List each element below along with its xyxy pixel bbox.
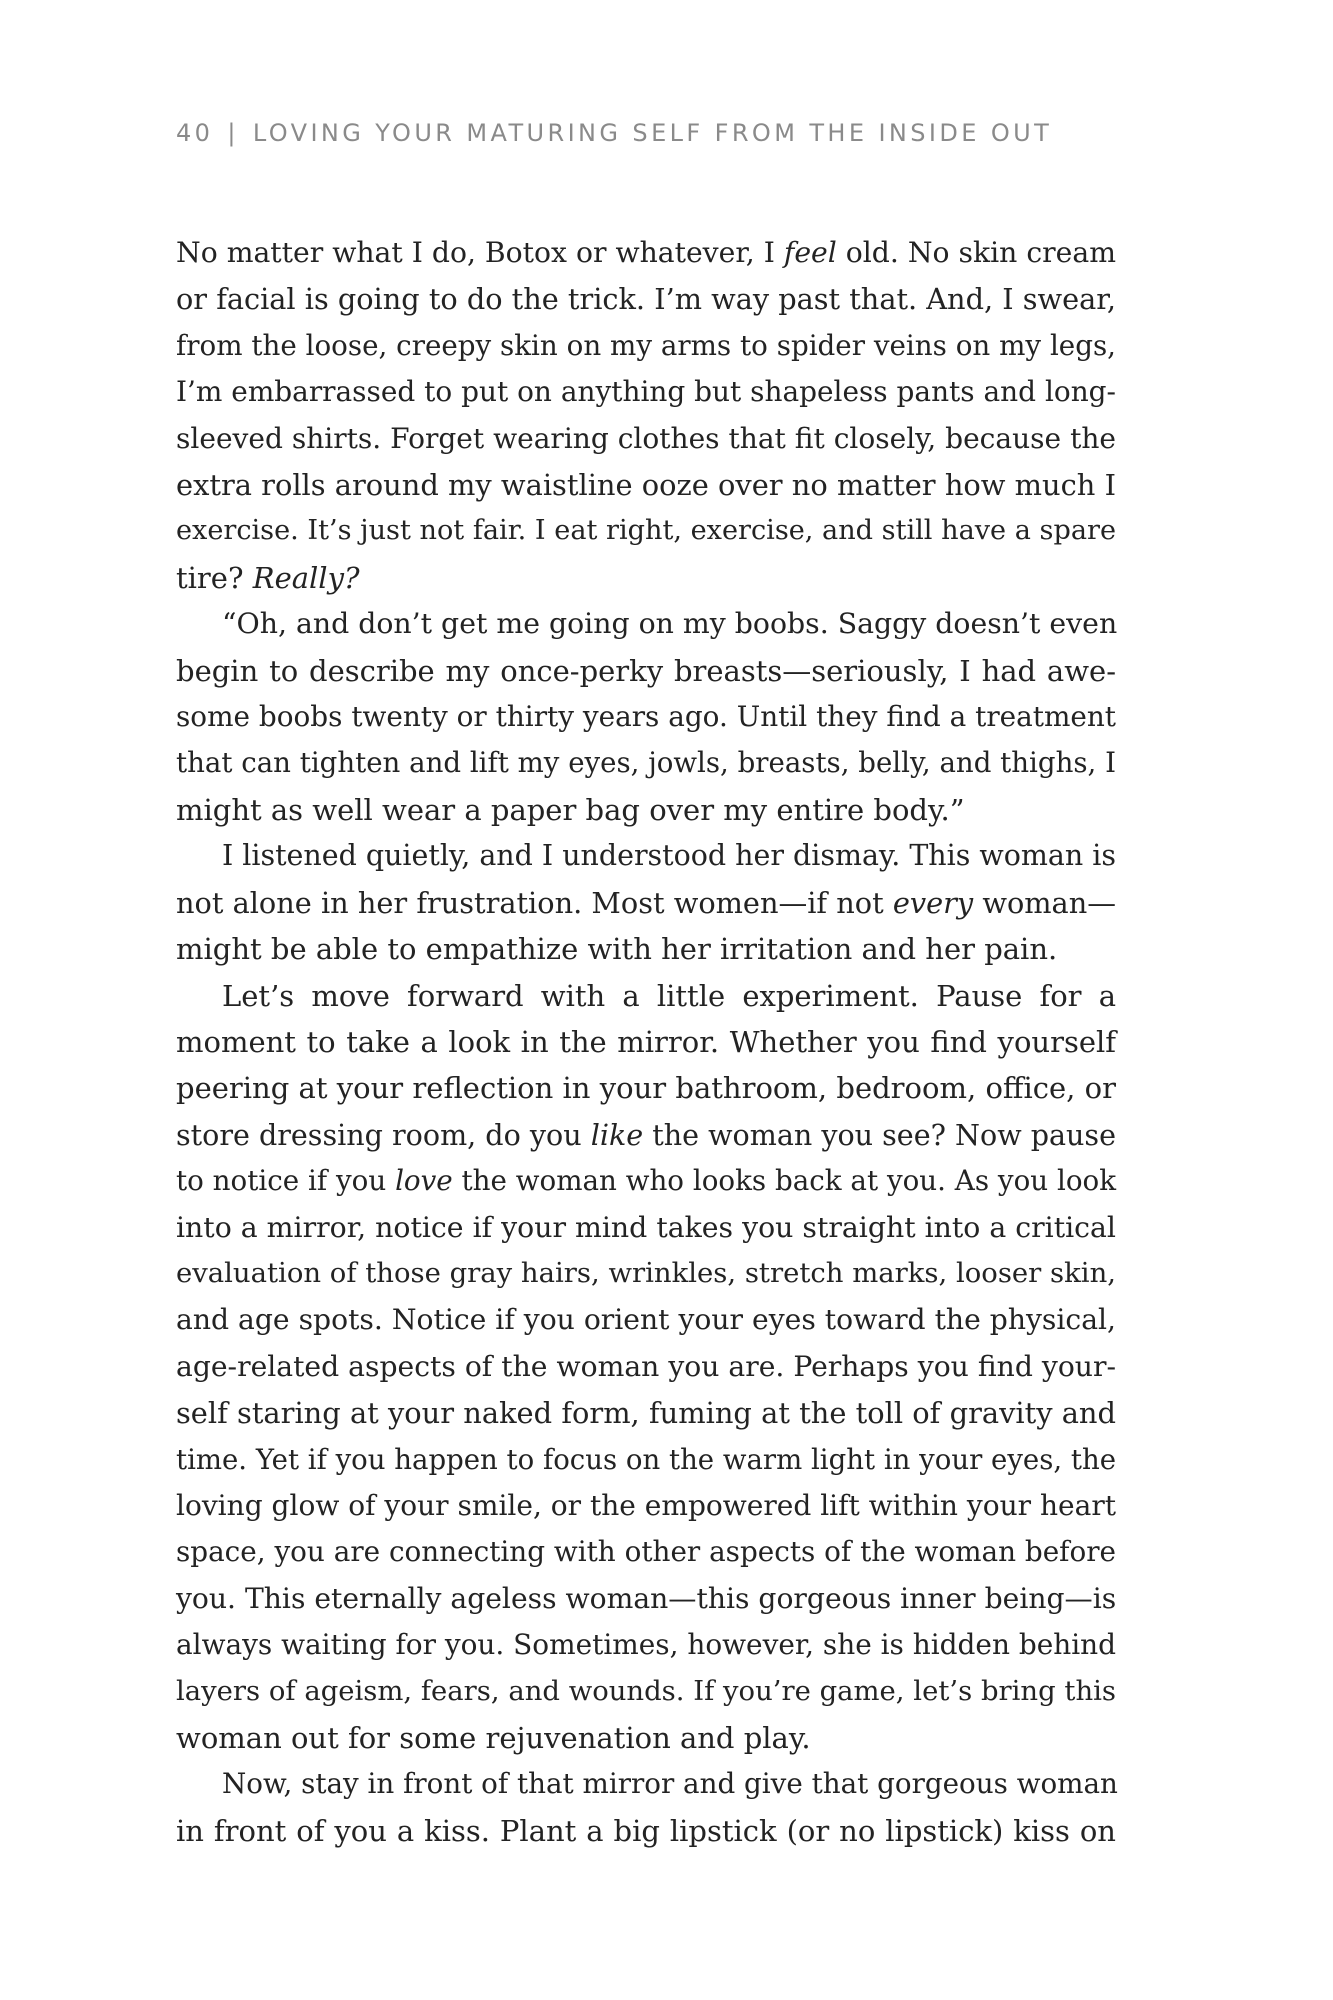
text-line (176, 276, 1116, 322)
text-line (176, 926, 1116, 972)
text-line (176, 1529, 1116, 1575)
text-run: to notice if you (176, 1164, 396, 1198)
text-run: woman— (973, 885, 1116, 920)
text-run: self staring at your naked form, fuming at the toll of gravity and (176, 1396, 1116, 1431)
text-run: woman out for some rejuvenation and play. (176, 1721, 811, 1755)
italic-text: love (395, 1164, 453, 1198)
text-run: peering at your reflection in your bathroom, bedroom, office, or (176, 1071, 1116, 1106)
italic-text: feel (783, 236, 837, 269)
text-line (176, 230, 1116, 276)
text-line (176, 1065, 1116, 1111)
text-line (176, 1205, 1116, 1251)
text-line (176, 1251, 1116, 1297)
book-title: LOVING YOUR MATURING SELF FROM THE INSIDE OUT (252, 119, 1053, 147)
text-line (176, 462, 1116, 508)
text-run: the woman you see? Now pause (643, 1117, 1116, 1152)
text-run: might be able to empathize with her irritation and her pain. (176, 932, 1058, 967)
text-run: evaluation of those gray hairs, wrinkles, stretch marks, looser skin, (176, 1257, 1116, 1289)
paragraph (176, 833, 1116, 972)
text-line (176, 555, 1116, 601)
text-line (176, 1483, 1116, 1529)
text-line (176, 416, 1116, 462)
text-line (176, 1761, 1116, 1807)
page-number: 40 (176, 119, 214, 147)
text-line (176, 369, 1116, 415)
text-run: layers of ageism, fears, and wounds. If you’re game, let’s bring this (176, 1675, 1116, 1707)
text-line (176, 323, 1116, 369)
text-line (176, 694, 1116, 740)
italic-text: every (892, 885, 974, 920)
paragraph (176, 973, 1116, 1762)
text-run: I listened quietly, and I understood her dismay. This woman is (222, 839, 1116, 873)
text-run: space, you are connecting with other aspects of the woman before (176, 1535, 1116, 1569)
text-line (176, 601, 1116, 647)
text-run: I’m embarrassed to put on anything but shapeless pants and long- (176, 375, 1116, 409)
italic-text: like (590, 1117, 644, 1152)
text-run: not alone in her frustration. Most women—if not (176, 885, 893, 920)
text-run: in front of you a kiss. Plant a big lipstick (or no lipstick) kiss on (176, 1813, 1116, 1848)
italic-text: Really? (252, 560, 360, 595)
text-line (176, 740, 1116, 786)
text-line (176, 1390, 1116, 1436)
text-line (176, 1808, 1116, 1854)
paragraph (176, 1761, 1116, 1854)
text-line (176, 833, 1116, 879)
text-run: Let’s move forward with a little experiment. Pause for a (222, 978, 1116, 1013)
text-line (176, 1112, 1116, 1158)
text-run: from the loose, creepy skin on my arms to spider veins on my legs, (176, 328, 1116, 362)
text-run: “Oh, and don’t get me going on my boobs. Saggy doesn’t even (222, 607, 1118, 641)
text-run: time. Yet if you happen to focus on the warm light in your eyes, the (176, 1443, 1116, 1476)
text-line (176, 1344, 1116, 1390)
text-run: store dressing room, do you (176, 1117, 591, 1152)
text-line (176, 1715, 1116, 1761)
text-line (176, 880, 1116, 926)
text-run: begin to describe my once-perky breasts—seriously, I had awe- (176, 653, 1116, 688)
text-run: always waiting for you. Sometimes, however, she is hidden behind (176, 1628, 1116, 1662)
text-line (176, 1437, 1116, 1483)
text-run: might as well wear a paper bag over my entire body.” (176, 792, 965, 827)
text-line (176, 1576, 1116, 1622)
running-head (176, 118, 1156, 148)
header-separator: | (227, 119, 239, 147)
text-run: you. This eternally ageless woman—this gorgeous inner being—is (176, 1581, 1117, 1615)
paragraph (176, 230, 1116, 601)
text-run: loving glow of your smile, or the empowered lift within your heart (176, 1488, 1116, 1522)
text-run: that can tighten and lift my eyes, jowls, breasts, belly, and thighs, I (176, 746, 1116, 780)
text-line (176, 1297, 1116, 1343)
text-line (176, 1622, 1116, 1668)
text-line (176, 1158, 1116, 1204)
text-run: extra rolls around my waistline ooze over no matter how much I (176, 468, 1116, 503)
text-run: No matter what I do, Botox or whatever, I (176, 236, 784, 269)
text-line (176, 648, 1116, 694)
text-run: some boobs twenty or thirty years ago. Until they find a treatment (176, 700, 1116, 734)
text-line (176, 1669, 1116, 1715)
text-run: into a mirror, notice if your mind takes you straight into a critical (176, 1210, 1116, 1244)
text-run: exercise. It’s just not fair. I eat right, exercise, and still have a spare (176, 515, 1116, 547)
text-run: old. No skin cream (836, 236, 1116, 269)
body-text (176, 230, 1116, 1854)
text-run: age-related aspects of the woman you are. Perhaps you find your- (176, 1349, 1116, 1383)
text-run: tire? (176, 560, 253, 595)
text-line (176, 508, 1116, 554)
paragraph (176, 601, 1116, 833)
text-run: the woman who looks back at you. As you look (452, 1164, 1116, 1198)
text-run: moment to take a look in the mirror. Whether you find yourself (176, 1024, 1116, 1059)
text-run: sleeved shirts. Forget wearing clothes that fit closely, because the (176, 421, 1116, 455)
text-line (176, 973, 1116, 1019)
text-line (176, 787, 1116, 833)
text-run: or facial is going to do the trick. I’m way past that. And, I swear, (176, 282, 1116, 317)
text-run: and age spots. Notice if you orient your eyes toward the physical, (176, 1303, 1116, 1337)
text-run: Now, stay in front of that mirror and give that gorgeous woman (222, 1767, 1118, 1801)
text-line (176, 1019, 1116, 1065)
